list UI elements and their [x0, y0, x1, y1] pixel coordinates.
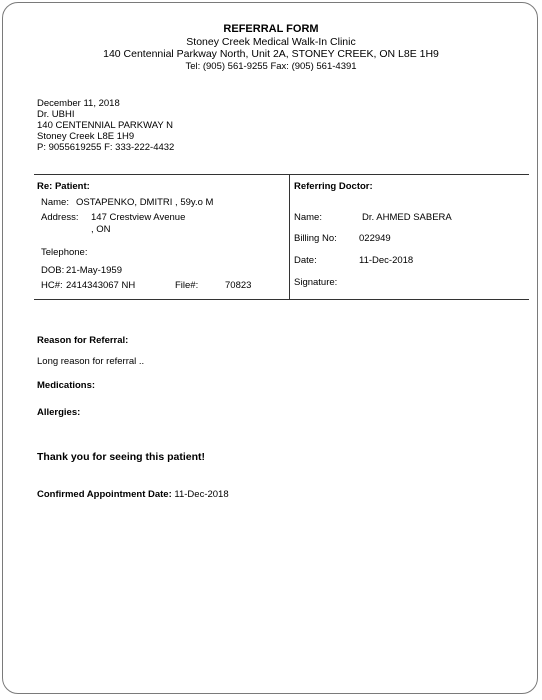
recipient-doctor: Dr. UBHI [37, 109, 75, 120]
clinic-name: Stoney Creek Medical Walk-In Clinic [186, 36, 356, 48]
referring-date-label: Date: [294, 255, 317, 266]
patient-address-line1: 147 Crestview Avenue [91, 212, 186, 223]
patient-address-line2: , ON [91, 224, 111, 235]
referring-name-value: Dr. AHMED SABERA [362, 212, 452, 223]
patient-heading: Re: Patient: [37, 181, 90, 192]
patient-dob-value: 21-May-1959 [66, 265, 122, 276]
patient-address-label: Address: [41, 212, 79, 223]
medications-heading: Medications: [37, 380, 96, 391]
thank-you-message: Thank you for seeing this patient! [37, 451, 206, 463]
patient-file-label: File#: [175, 280, 199, 291]
patient-name-value: OSTAPENKO, DMITRI , 59y.o M [76, 197, 214, 208]
reason-text: Long reason for referral .. [37, 356, 145, 367]
recipient-contact: P: 9055619255 F: 333-222-4432 [37, 142, 175, 153]
patient-hc-value: 2414343067 NH [66, 280, 136, 291]
referring-billing-value: 022949 [359, 233, 391, 244]
referring-signature-label: Signature: [294, 277, 338, 288]
appointment-label: Confirmed Appointment Date: [37, 489, 172, 500]
referring-heading: Referring Doctor: [294, 181, 373, 192]
table-divider [289, 174, 290, 300]
referring-date-value: 11-Dec-2018 [359, 255, 414, 266]
confirmed-appointment [37, 489, 229, 500]
clinic-phone: Tel: (905) 561-9255 Fax: (905) 561-4391 [185, 61, 357, 72]
patient-telephone-label: Telephone: [41, 247, 88, 258]
table-top-border [34, 174, 529, 175]
patient-name-label: Name: [41, 197, 69, 208]
appointment-date: 11-Dec-2018 [174, 489, 229, 500]
recipient-street: 140 CENTENNIAL PARKWAY N [37, 120, 174, 131]
allergies-heading: Allergies: [37, 407, 81, 418]
patient-hc-label: HC#: [41, 280, 63, 291]
clinic-address: 140 Centennial Parkway North, Unit 2A, STONEY CREEK, ON L8E 1H9 [103, 48, 439, 60]
patient-dob-label: DOB: [41, 265, 65, 276]
referring-name-label: Name: [294, 212, 322, 223]
reason-heading: Reason for Referral: [37, 335, 129, 346]
form-title: REFERRAL FORM [223, 23, 319, 35]
table-bottom-border [34, 299, 529, 300]
letter-date: December 11, 2018 [37, 98, 120, 109]
recipient-city: Stoney Creek L8E 1H9 [37, 131, 135, 142]
referring-billing-label: Billing No: [294, 233, 337, 244]
referral-form-page [2, 2, 538, 694]
patient-file-value: 70823 [225, 280, 252, 291]
